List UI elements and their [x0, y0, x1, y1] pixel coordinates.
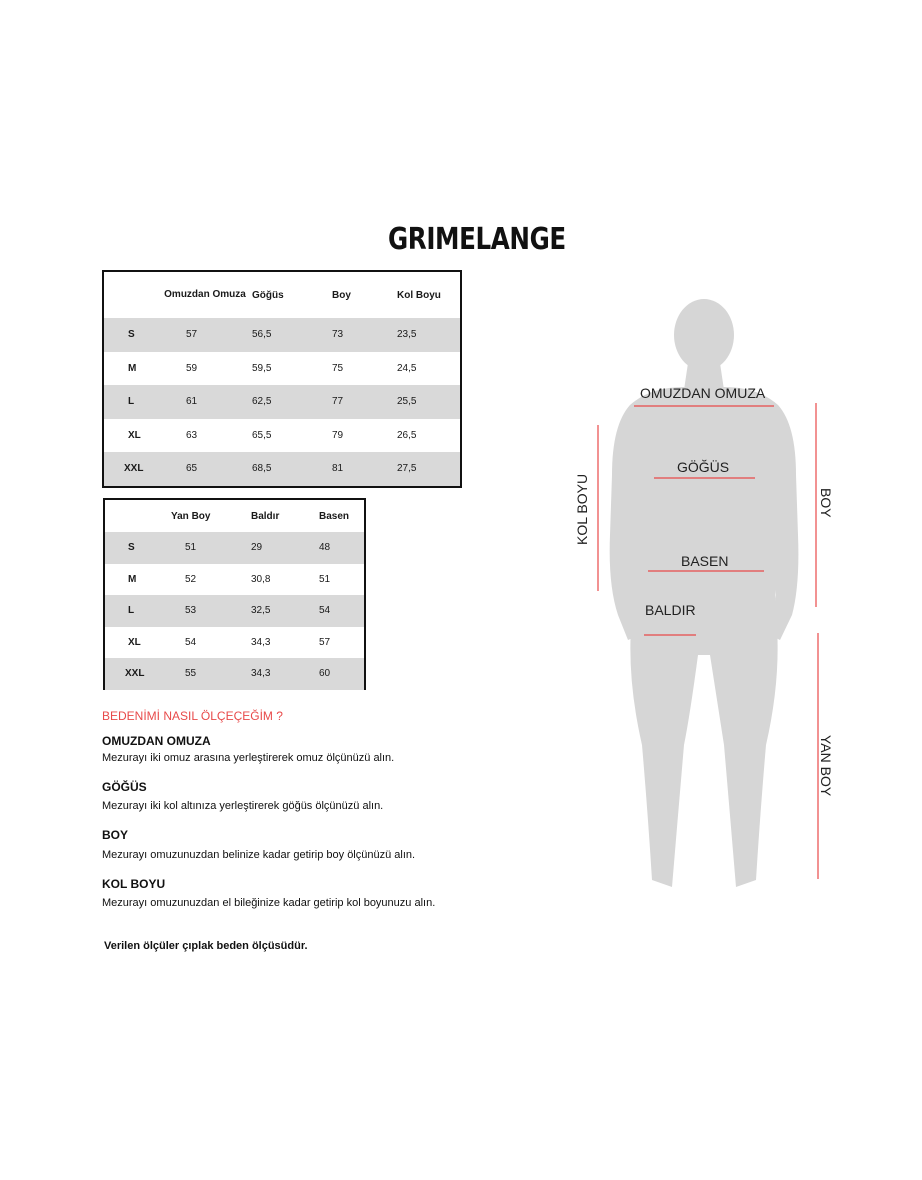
table-header-cell: Omuzdan Omuza	[164, 289, 246, 300]
table-header-row	[105, 500, 364, 532]
table-row	[104, 419, 460, 453]
table-cell: 53	[185, 605, 197, 617]
table-row	[105, 564, 364, 596]
brand-logo: GRIMELANGE	[388, 222, 566, 257]
table-cell: 79	[332, 429, 344, 441]
table-header-cell: Basen	[319, 510, 350, 522]
table-cell: M	[128, 362, 137, 374]
table-cell: 52	[185, 573, 197, 585]
side-height-label: YAN BOY	[818, 735, 834, 797]
table-cell: L	[128, 396, 135, 408]
table-cell: 54	[185, 636, 197, 648]
table-row	[105, 532, 364, 564]
table-row	[104, 452, 460, 486]
table-cell: 23,5	[397, 329, 417, 341]
table-cell: S	[128, 329, 135, 341]
table-cell: 54	[319, 605, 331, 617]
table-cell: XL	[128, 636, 141, 648]
table-row	[104, 352, 460, 386]
table-cell: 30,8	[251, 573, 271, 585]
table-cell: XXL	[125, 668, 145, 680]
table-header-cell: Yan Boy	[171, 510, 211, 522]
table-cell: 61	[186, 396, 198, 408]
table-cell: 51	[319, 573, 331, 585]
table-cell: 32,5	[251, 605, 271, 617]
sleeve-label: KOL BOYU	[574, 473, 590, 545]
howto-text: Mezurayı omuzunuzdan el bileğinize kadar getirip kol boyunuzu alın.	[102, 897, 436, 909]
table-cell: M	[128, 573, 137, 585]
height-label: BOY	[818, 488, 834, 518]
howto-heading: BOY	[102, 828, 129, 842]
howto-text: Mezurayı iki kol altınıza yerleştirerek göğüs ölçünüzü alın.	[102, 800, 384, 812]
table-cell: 51	[185, 542, 197, 554]
howto-text: Mezurayı iki omuz arasına yerleştirerek omuz ölçünüzü alın.	[102, 752, 395, 764]
table-cell: 56,5	[252, 329, 272, 341]
disclaimer-note: Verilen ölçüler çıplak beden ölçüsüdür.	[104, 940, 308, 952]
table-header-cell: Kol Boyu	[397, 289, 441, 301]
table-row	[105, 627, 364, 659]
table-cell: 34,3	[251, 636, 271, 648]
table-cell: 65	[186, 463, 198, 475]
howto-heading: GÖĞÜS	[102, 780, 147, 794]
table-cell: 24,5	[397, 362, 417, 374]
table-cell: 59	[186, 362, 198, 374]
table-header-cell: Göğüs	[252, 289, 284, 301]
table-cell: 62,5	[252, 396, 272, 408]
table-cell: 59,5	[252, 362, 272, 374]
table-header-row	[104, 272, 460, 318]
table-cell: 26,5	[397, 429, 417, 441]
table-cell: L	[128, 605, 135, 617]
table-cell: 48	[319, 542, 331, 554]
shoulder-label: OMUZDAN OMUZA	[640, 385, 766, 401]
table-cell: XXL	[124, 463, 144, 475]
chest-label: GÖĞÜS	[677, 459, 730, 475]
size-table-lower	[103, 498, 366, 690]
table-cell: 55	[185, 668, 197, 680]
table-cell: 73	[332, 329, 344, 341]
howto-heading: KOL BOYU	[102, 877, 166, 891]
table-cell: 27,5	[397, 463, 417, 475]
howto-heading: OMUZDAN OMUZA	[102, 734, 211, 748]
size-table-upper	[102, 270, 462, 488]
table-cell: 34,3	[251, 668, 271, 680]
table-cell: XL	[128, 429, 141, 441]
table-cell: 60	[319, 668, 331, 680]
table-row	[104, 385, 460, 419]
table-header-cell: Baldır	[251, 510, 280, 522]
table-header-cell: Boy	[332, 289, 351, 301]
howto-title: BEDENİMİ NASIL ÖLÇEÇEĞİM ?	[102, 709, 283, 723]
table-cell: 57	[186, 329, 198, 341]
howto-text: Mezurayı omuzunuzdan belinize kadar getirip boy ölçünüzü alın.	[102, 849, 416, 861]
table-row	[105, 595, 364, 627]
table-row	[105, 658, 364, 690]
table-cell: 57	[319, 636, 331, 648]
table-cell: 77	[332, 396, 344, 408]
table-cell: 65,5	[252, 429, 272, 441]
table-cell: S	[128, 542, 135, 554]
table-cell: 25,5	[397, 396, 417, 408]
thigh-label: BALDIR	[645, 602, 696, 618]
table-cell: 68,5	[252, 463, 272, 475]
table-cell: 75	[332, 362, 344, 374]
table-cell: 29	[251, 542, 263, 554]
table-row	[104, 318, 460, 352]
hip-label: BASEN	[681, 553, 729, 569]
table-cell: 81	[332, 463, 344, 475]
table-cell: 63	[186, 429, 198, 441]
